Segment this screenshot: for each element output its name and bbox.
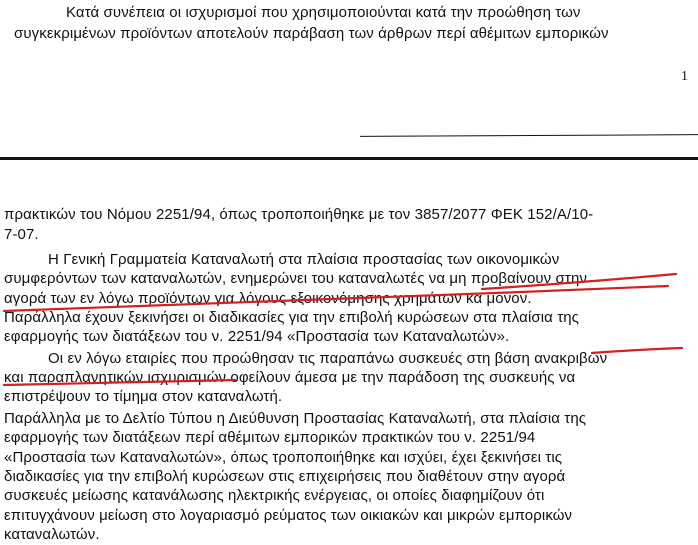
body-text-line: συσκευές μείωσης κατανάλωσης ηλεκτρικής ενέργειας, οι οποίες διαφημίζουν ότι: [4, 487, 545, 504]
body-text-line: 7-07.: [4, 226, 39, 243]
page-number: 1: [681, 69, 688, 84]
body-text-line: Η Γενική Γραμματεία Καταναλωτή στα πλαίσια προστασίας των οικονομικών: [48, 251, 560, 268]
upper-text-line: συγκεκριμένων προϊόντων αποτελούν παράβαση των άρθρων περί αθέμιτων εμπορικών: [14, 25, 609, 42]
body-text-line: Οι εν λόγω εταιρίες που προώθησαν τις παραπάνω συσκευές στη βάση ανακριβών: [48, 350, 608, 367]
body-text-line: καταναλωτών.: [4, 526, 100, 543]
body-text-line: συμφερόντων των καταναλωτών, ενημερώνει του καταναλωτές να μη προβαίνουν στην: [4, 270, 587, 287]
body-text-line: επιστρέψουν το τίμημα στον καταναλωτή.: [4, 388, 283, 405]
page-bottom-rule: [360, 134, 698, 137]
body-text-line: εφαρμογής των διατάξεων του ν. 2251/94 «Προστασία των Καταναλωτών».: [4, 328, 510, 345]
body-text-line: επιτυγχάνουν μείωση στο λογαριασμό ρεύματος των οικιακών και μικρών εμπορικών: [4, 507, 573, 524]
page-separator: [0, 157, 698, 160]
body-text-line: και παραπλανητικών ισχυρισμών οφείλουν άμεσα με την παράδοση της συσκευής να: [4, 369, 576, 386]
upper-text-line: Κατά συνέπεια οι ισχυρισμοί που χρησιμοποιούνται κατά την προώθηση των: [66, 4, 581, 21]
body-text-line: «Προστασία των Καταναλωτών», όπως τροποποιήθηκε και ισχύει, έχει ξεκινήσει τις: [4, 449, 563, 466]
body-text-line: διαδικασίες για την επιβολή κυρώσεων στις επιχειρήσεις που διαθέτουν στην αγορά: [4, 468, 566, 485]
body-text-line: εφαρμογής των διατάξεων περί αθέμιτων εμπορικών πρακτικών του ν. 2251/94: [4, 429, 536, 446]
body-text-line: αγορά των εν λόγω προϊόντων για λόγους εξοικονόμησης χρημάτων κα μόνον.: [4, 290, 532, 307]
body-text-line: Παράλληλα με το Δελτίο Τύπου η Διεύθυνση Προστασίας Καταναλωτή, στα πλαίσια της: [4, 410, 587, 427]
body-text-line: Παράλληλα έχουν ξεκινήσει οι διαδικασίες για την επιβολή κυρώσεων στα πλαίσια της: [4, 309, 580, 326]
body-text-line: πρακτικών του Νόμου 2251/94, όπως τροποποιήθηκε με τον 3857/2077 ΦΕΚ 152/Α/10-: [4, 206, 594, 223]
